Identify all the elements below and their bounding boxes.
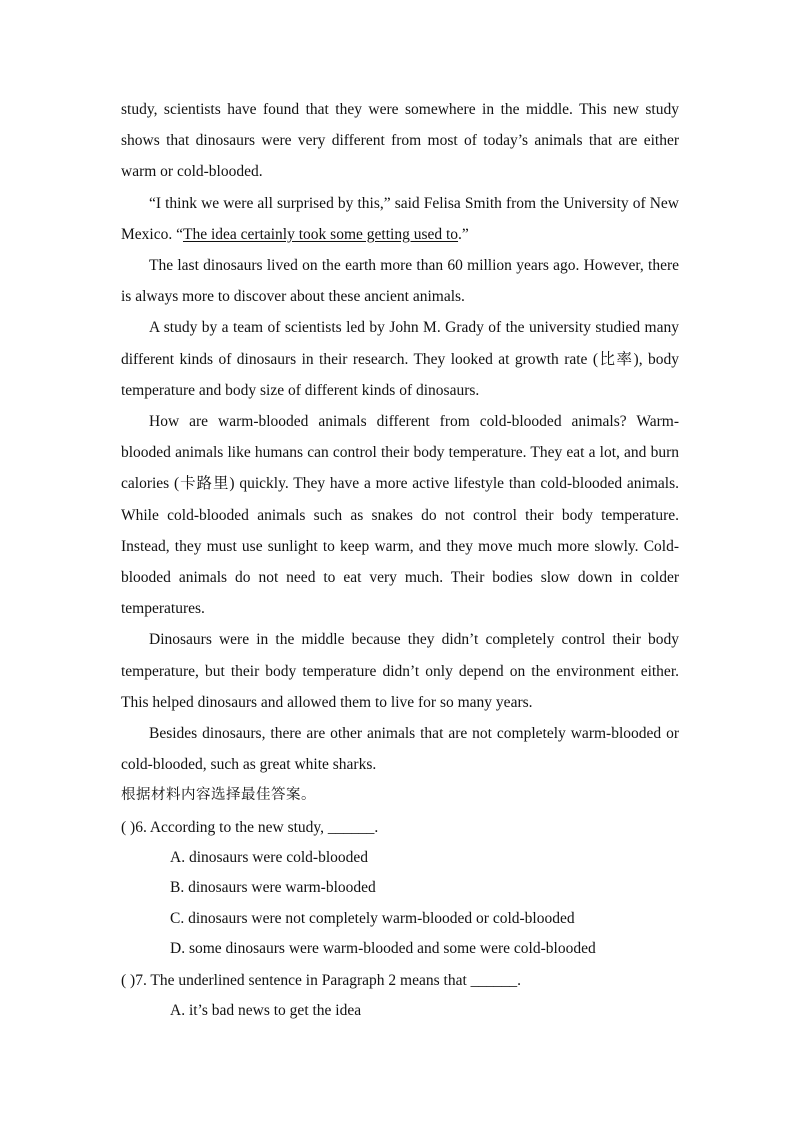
question-stem: ( )6. According to the new study, ______.: [121, 818, 379, 836]
passage-paragraph-6: Dinosaurs were in the middle because they didn’t completely control their body temperature, but their body temperature didn’t only depend on the environment either. This helped dinosaurs and allowed them to live for so many years.: [121, 631, 679, 711]
passage-paragraph-7: Besides dinosaurs, there are other animals that are not completely warm-blooded or cold-blooded, such as great white sharks.: [121, 725, 679, 774]
underlined-sentence: The idea certainly took some getting used to: [182, 225, 459, 243]
answer-option-c: C. dinosaurs were not completely warm-blooded or cold-blooded: [170, 909, 575, 927]
quote-lead-text: “I think we were all surprised by this,” said Felisa Smith from the University of New Mexico. “: [121, 194, 679, 243]
answer-option-b: B. dinosaurs were warm-blooded: [170, 879, 376, 897]
passage-paragraph-4: A study by a team of scientists led by John M. Grady of the university studied many different kinds of dinosaurs in their research. They looked at growth rate (比率), body temperature and body size of different kinds of dinosaurs.: [121, 319, 679, 399]
document-page: [121, 94, 679, 1026]
question-6: [121, 812, 679, 965]
answer-option-a: A. it’s bad news to get the idea: [170, 1001, 362, 1019]
answer-option-a: A. dinosaurs were cold-blooded: [170, 848, 369, 866]
question-stem: ( )7. The underlined sentence in Paragraph 2 means that ______.: [121, 971, 522, 989]
quote-end-text: .”: [458, 225, 469, 243]
answer-option-d: D. some dinosaurs were warm-blooded and some were cold-blooded: [170, 940, 596, 958]
question-instruction: 根据材料内容选择最佳答案。: [121, 787, 316, 804]
passage-paragraph-2: [121, 188, 679, 250]
question-7: [121, 965, 679, 1027]
passage-paragraph-1: study, scientists have found that they were somewhere in the middle. This new study shows that dinosaurs were very different from most of today’s animals that are either warm or cold-blooded.: [121, 101, 679, 181]
passage-paragraph-5: How are warm-blooded animals different from cold-blooded animals? Warm-blooded animals like humans can control their body temperature. They eat a lot, and burn calories (卡路里) quickly. They have a more active lifestyle than cold-blooded animals. While cold-blooded animals such as snakes do not control their body temperature. Instead, they must use sunlight to keep warm, and they move much more slowly. Cold-blooded animals do not need to eat very much. Their bodies slow down in colder temperatures.: [121, 413, 679, 618]
passage-paragraph-3: The last dinosaurs lived on the earth more than 60 million years ago. However, there is always more to discover about these ancient animals.: [121, 257, 679, 306]
